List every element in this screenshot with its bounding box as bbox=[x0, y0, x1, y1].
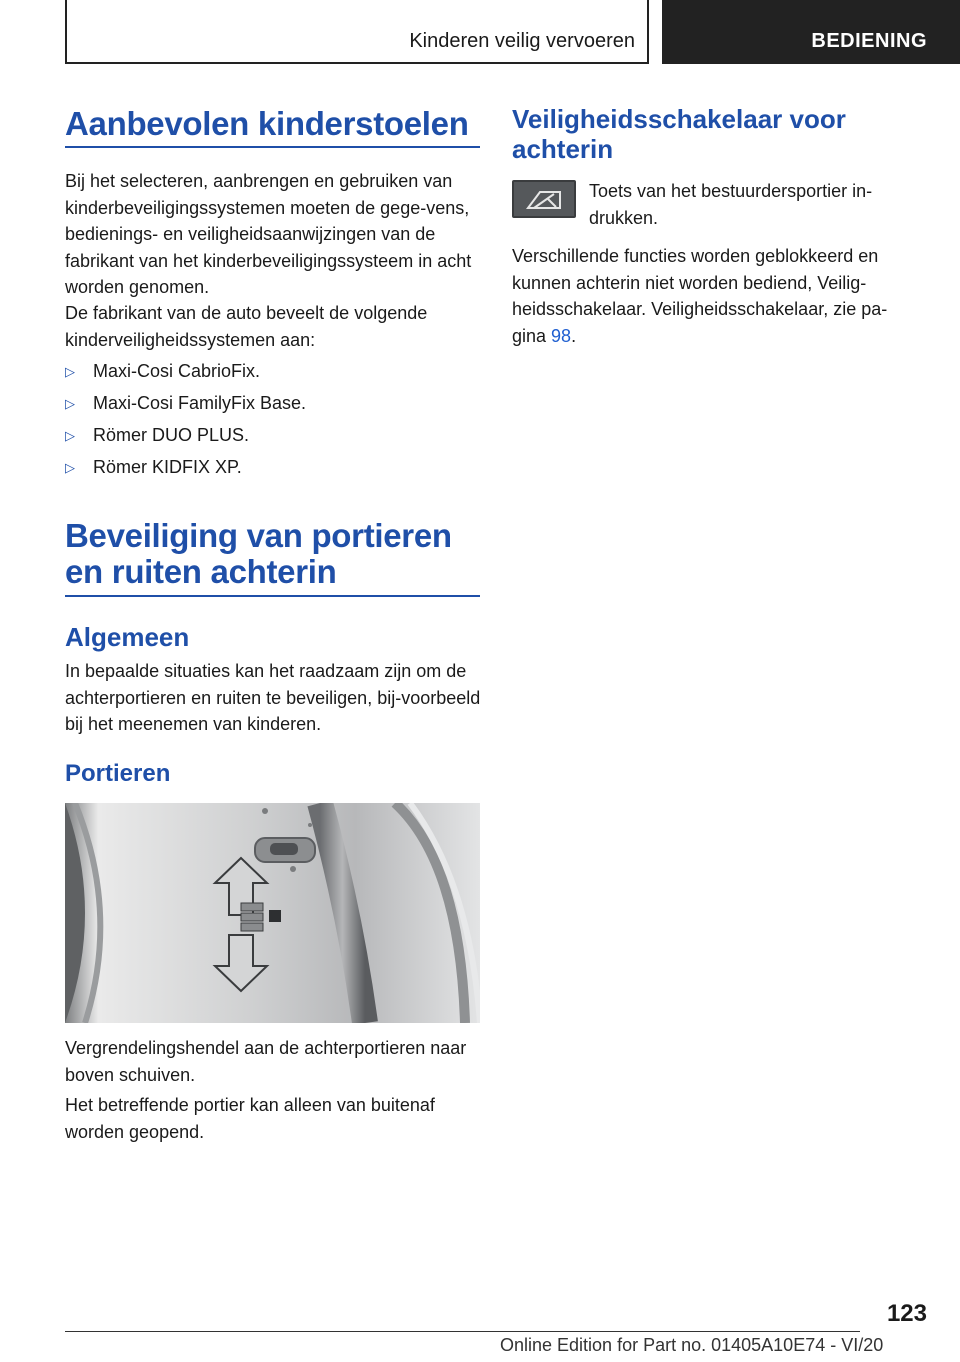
paragraph-general: In bepaalde situaties kan het raadzaam zijn om de achterportieren en ruiten te beveiligen, bij-voorbeeld bij het meenemen van kinderen. bbox=[65, 661, 481, 734]
list-item: ▷ Maxi-Cosi FamilyFix Base. bbox=[65, 390, 480, 422]
list-item: ▷ Römer KIDFIX XP. bbox=[65, 454, 480, 486]
header-section-box bbox=[65, 0, 649, 64]
header-chapter-box bbox=[662, 0, 960, 64]
door-lock-illustration bbox=[65, 803, 480, 1023]
header-chapter-title: BEDIENING bbox=[811, 30, 927, 52]
paragraph-select-instructions: Bij het selecteren, aanbrengen en gebruiken van kinderbeveiligingssystemen moeten de gege-vens, bedienings- en veiligheidsaanwijzingen van de fabrikant van het kinderbeveiligingssysteem in acht worden genomen. bbox=[65, 171, 472, 297]
heading-rule bbox=[65, 146, 480, 148]
heading-rule bbox=[65, 595, 480, 597]
bullet-triangle-icon: ▷ bbox=[65, 396, 75, 411]
bullet-triangle-icon: ▷ bbox=[65, 460, 75, 475]
paragraph-open-outside: Het betreffende portier kan alleen van buitenaf worden geopend. bbox=[65, 1095, 435, 1142]
paragraph-manufacturer-recommends: De fabrikant van de auto beveelt de volgende kinderveiligheidssystemen aan: bbox=[65, 303, 428, 350]
bullet-triangle-icon: ▷ bbox=[65, 428, 75, 443]
page-reference-link[interactable]: 98 bbox=[551, 325, 572, 346]
window-lock-button-icon bbox=[512, 180, 576, 218]
footer-edition: Online Edition for Part no. 01405A10E74 - VI/20 bbox=[500, 1335, 884, 1355]
paragraph-press-switch: Toets van het bestuurdersportier in-drukken. bbox=[589, 181, 873, 228]
heading-safety-switch-line1: Veiligheidsschakelaar voor bbox=[512, 104, 846, 134]
header-section-title: Kinderen veilig vervoeren bbox=[409, 30, 635, 52]
bullet-triangle-icon: ▷ bbox=[65, 364, 75, 379]
list-item: ▷ Maxi-Cosi CabrioFix. bbox=[65, 358, 480, 390]
heading-child-seats: Aanbevolen kinderstoelen bbox=[65, 105, 469, 142]
heading-doors: Portieren bbox=[65, 760, 171, 787]
heading-door-security-line2: en ruiten achterin bbox=[65, 553, 337, 590]
heading-general: Algemeen bbox=[65, 622, 190, 652]
recommended-seats-list bbox=[65, 358, 480, 486]
list-item: ▷ Römer DUO PLUS. bbox=[65, 422, 480, 454]
window-lock-symbol-icon bbox=[514, 182, 574, 216]
heading-door-security-line1: Beveiliging van portieren bbox=[65, 517, 452, 554]
paragraph-functions-blocked: Verschillende functies worden geblokkeerd en kunnen achterin niet worden bediend, Veilig-heidsschakelaar. Veiligheidsschakelaar, zie pa-gina 98. bbox=[512, 246, 888, 346]
footer-rule bbox=[65, 1331, 860, 1332]
paragraph-lever: Vergrendelingshendel aan de achterportieren naar boven schuiven. bbox=[65, 1038, 467, 1085]
door-lock-image bbox=[65, 803, 480, 1023]
heading-safety-switch-line2: achterin bbox=[512, 134, 614, 164]
page-number: 123 bbox=[886, 1300, 927, 1327]
